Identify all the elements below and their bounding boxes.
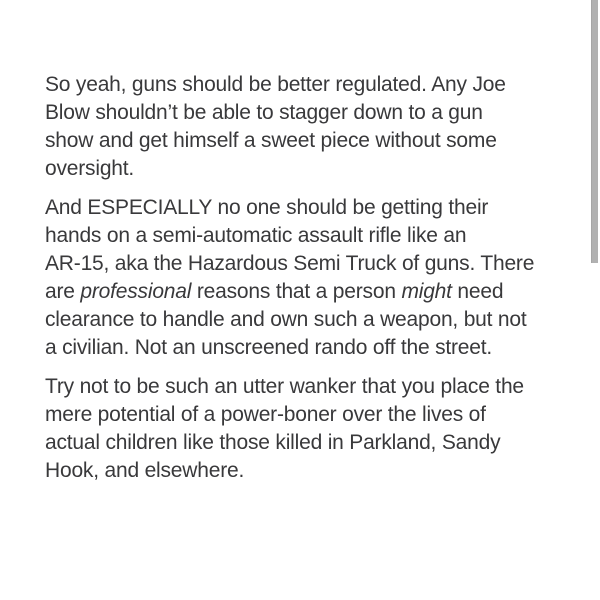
text-segment: Hook, and elsewhere. — [45, 459, 245, 482]
text-line — [45, 250, 570, 278]
text-segment: So yeah, guns should be better regulated. Any Joe — [45, 73, 506, 96]
text-line — [45, 373, 570, 401]
post-body-text — [45, 71, 570, 496]
text-line — [45, 194, 570, 222]
text-line — [45, 278, 570, 306]
text-segment: oversight. — [45, 157, 135, 180]
text-segment-italic: might — [401, 280, 452, 303]
text-segment: reasons that a person — [191, 280, 402, 303]
paragraph — [45, 71, 570, 183]
text-segment-italic: professional — [80, 280, 192, 303]
paragraph — [45, 194, 570, 362]
text-line — [45, 71, 570, 99]
text-segment: need — [451, 280, 504, 303]
text-line — [45, 457, 570, 485]
text-line — [45, 99, 570, 127]
text-segment: Try not to be such an utter wanker that you place the — [45, 375, 524, 398]
text-segment: And ESPECIALLY no one should be getting their — [45, 196, 489, 219]
text-line — [45, 127, 570, 155]
text-line — [45, 306, 570, 334]
text-segment: actual children like those killed in Parkland, Sandy — [45, 431, 501, 454]
text-segment: are — [45, 280, 81, 303]
text-segment: clearance to handle and own such a weapon, but not — [45, 308, 527, 331]
text-segment: mere potential of a power-boner over the lives of — [45, 403, 486, 426]
text-line — [45, 429, 570, 457]
scrollbar-thumb[interactable] — [591, 0, 598, 263]
text-segment: show and get himself a sweet piece without some — [45, 129, 497, 152]
text-line — [45, 155, 570, 183]
text-line — [45, 401, 570, 429]
text-segment: hands on a semi-automatic assault rifle like an — [45, 224, 467, 247]
text-line — [45, 222, 570, 250]
text-segment: a civilian. Not an unscreened rando off the street. — [45, 336, 493, 359]
text-segment: Blow shouldn’t be able to stagger down to a gun — [45, 101, 483, 124]
paragraph — [45, 373, 570, 485]
text-line — [45, 334, 570, 362]
text-segment: AR-15, aka the Hazardous Semi Truck of guns. There — [45, 252, 535, 275]
